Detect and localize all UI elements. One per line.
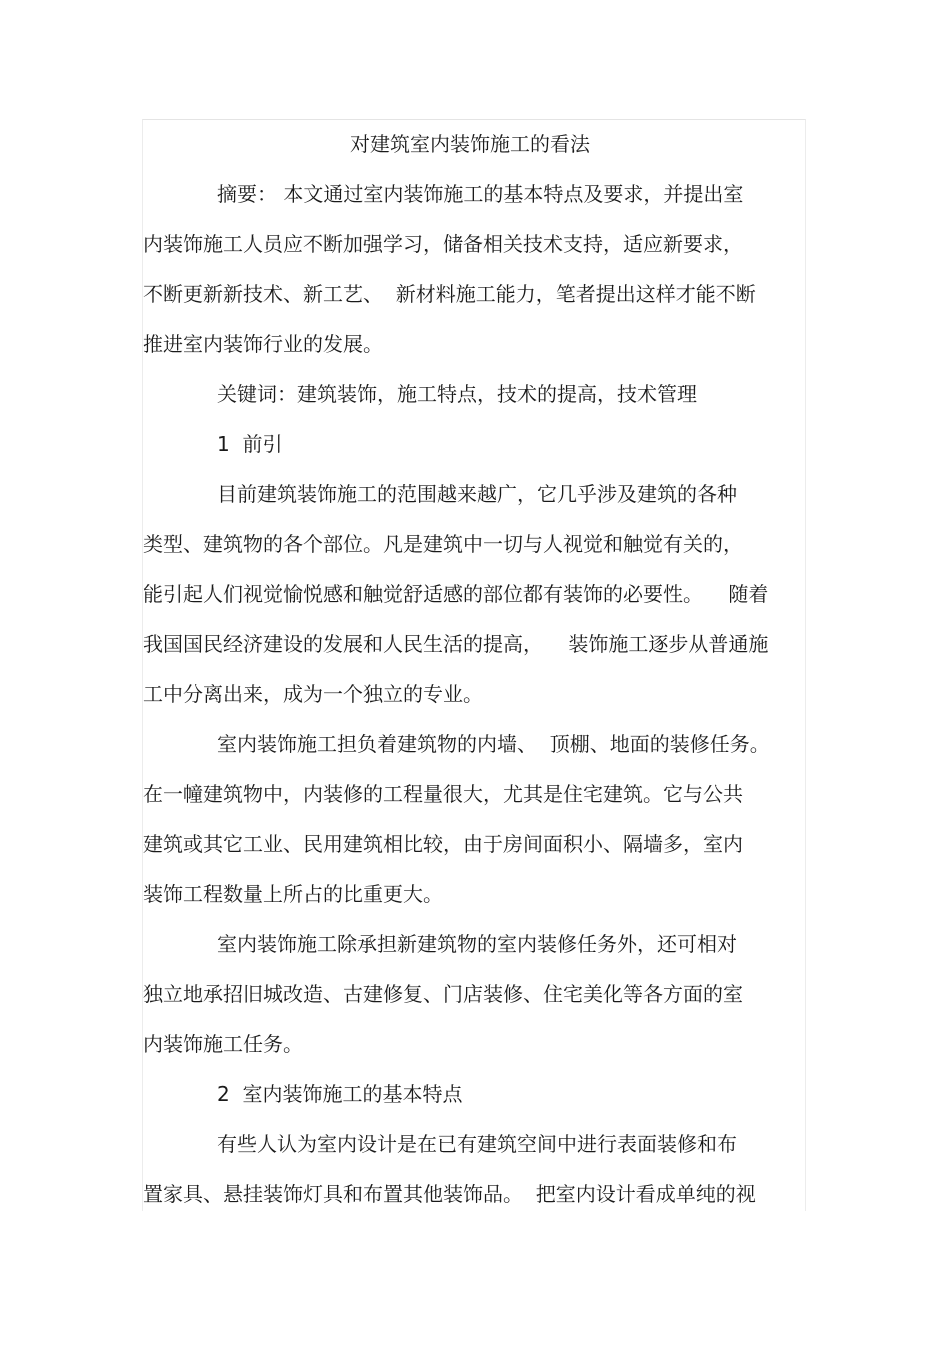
paragraph bbox=[143, 719, 805, 919]
paragraph-line: 类型、建筑物的各个部位。凡是建筑中一切与人视觉和触觉有关的， bbox=[143, 532, 743, 556]
paragraph-line: 目前建筑装饰施工的范围越来越广，它几乎涉及建筑的各种 bbox=[217, 482, 737, 506]
paragraph-line: 工中分离出来，成为一个独立的专业。 bbox=[143, 682, 483, 706]
paragraph-line: 在一幢建筑物中，内装修的工程量很大，尤其是住宅建筑。它与公共 bbox=[143, 782, 743, 806]
paragraph-line: 置家具、悬挂装饰灯具和布置其他装饰品。 把室内设计看成单纯的视 bbox=[143, 1182, 756, 1206]
paragraph-line: 室内装饰施工担负着建筑物的内墙、 顶棚、地面的装修任务。 bbox=[217, 732, 770, 756]
abstract-line: 推进室内装饰行业的发展。 bbox=[143, 332, 383, 356]
section-heading-1: 1 前引 bbox=[217, 432, 283, 456]
paragraph-line: 建筑或其它工业、民用建筑相比较，由于房间面积小、隔墙多，室内 bbox=[143, 832, 743, 856]
section-heading-2: 2 室内装饰施工的基本特点 bbox=[217, 1082, 463, 1106]
paragraph-line: 能引起人们视觉愉悦感和触觉舒适感的部位都有装饰的必要性。 随着 bbox=[143, 582, 769, 606]
document-title: 对建筑室内装饰施工的看法 bbox=[350, 132, 590, 156]
paragraph bbox=[143, 919, 805, 1069]
paragraph bbox=[143, 469, 805, 719]
keywords: 关键词：建筑装饰，施工特点，技术的提高，技术管理 bbox=[217, 382, 697, 406]
paragraph-line: 有些人认为室内设计是在已有建筑空间中进行表面装修和布 bbox=[217, 1132, 737, 1156]
paragraph-line: 室内装饰施工除承担新建筑物的室内装修任务外，还可相对 bbox=[217, 932, 737, 956]
abstract bbox=[143, 169, 805, 369]
paragraph-line: 内装饰施工任务。 bbox=[143, 1032, 303, 1056]
paragraph-line: 我国国民经济建设的发展和人民生活的提高， 装饰施工逐步从普通施 bbox=[143, 632, 769, 656]
abstract-line: 摘要： 本文通过室内装饰施工的基本特点及要求，并提出室 bbox=[217, 182, 744, 206]
paragraph bbox=[143, 1119, 805, 1219]
paragraph-line: 装饰工程数量上所占的比重更大。 bbox=[143, 882, 443, 906]
document-body bbox=[143, 119, 805, 1219]
paragraph-line: 独立地承招旧城改造、古建修复、门店装修、住宅美化等各方面的室 bbox=[143, 982, 743, 1006]
abstract-line: 不断更新新技术、新工艺、 新材料施工能力，笔者提出这样才能不断 bbox=[143, 282, 756, 306]
abstract-line: 内装饰施工人员应不断加强学习，储备相关技术支持，适应新要求， bbox=[143, 232, 743, 256]
